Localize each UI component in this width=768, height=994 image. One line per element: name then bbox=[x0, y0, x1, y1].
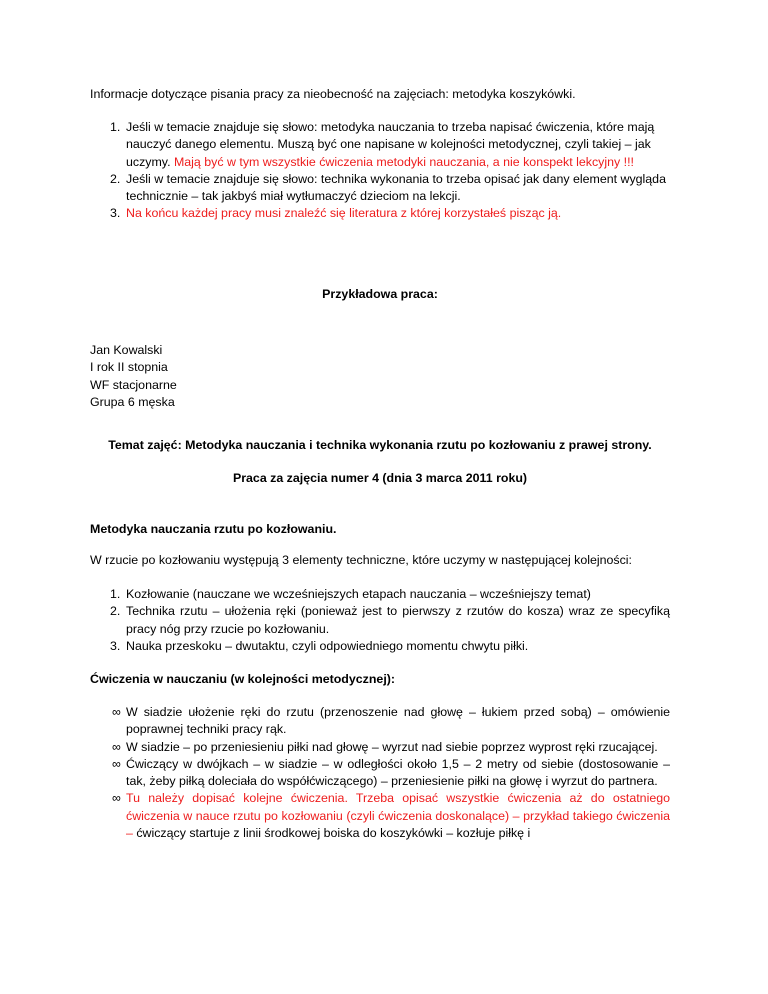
infinity-bullet-icon: ∞ bbox=[112, 705, 121, 719]
exercise-tail-text: ćwiczący startuje z linii środkowej boiska do koszykówki – kozłuje piłkę i bbox=[136, 826, 531, 841]
element-number: 3. bbox=[110, 638, 121, 653]
author-faculty: WF stacjonarne bbox=[90, 377, 177, 392]
element-number: 2. bbox=[110, 604, 121, 619]
element-text: Nauka przeskoku – dwutaktu, czyli odpowiedniego momentu chwytu piłki. bbox=[126, 638, 529, 653]
exercise-text: W siadzie – po przeniesieniu piłki nad głowę – wyrzut nad siebie poprzez wyprost ręki rzucającej. bbox=[126, 739, 658, 754]
intro-line: Informacje dotyczące pisania pracy za nieobecność na zajęciach: metodyka koszykówki. bbox=[90, 87, 576, 101]
exercise-item-4 bbox=[90, 790, 670, 842]
element-number: 1. bbox=[110, 587, 121, 601]
rule-text: Jeśli w temacie znajduje się słowo: metodyka nauczania to trzeba napisać ćwiczenia, które mają nauczyć danego elementu. Muszą być one napisane w kolejności metodycznej, czyli takiej – jak uczymy. bbox=[126, 120, 655, 169]
rule-number: 1. bbox=[110, 120, 121, 134]
exercise-text: W siadzie ułożenie ręki do rzutu (przenoszenie nad głowę – łukiem przed sobą) – omówienie poprawnej techniki pracy rąk. bbox=[126, 705, 670, 737]
section-intro: W rzucie po kozłowaniu występują 3 elementy techniczne, które uczymy w następującej kolejności: bbox=[90, 553, 632, 567]
example-heading: Przykładowa praca: bbox=[322, 287, 438, 301]
rule-item-3 bbox=[90, 205, 670, 222]
author-group: Grupa 6 męska bbox=[90, 394, 175, 409]
exercise-item-3 bbox=[90, 756, 670, 791]
rule-item-2 bbox=[90, 171, 670, 206]
rule-red-text: Mają być w tym wszystkie ćwiczenia metodyki nauczania, a nie konspekt lekcyjny !!! bbox=[173, 154, 634, 169]
infinity-bullet-icon: ∞ bbox=[112, 791, 121, 806]
author-year: I rok II stopnia bbox=[90, 360, 168, 375]
rules-list bbox=[90, 119, 670, 223]
elements-list bbox=[90, 586, 670, 655]
exercises-list bbox=[90, 704, 670, 842]
exercises-heading: Ćwiczenia w nauczaniu (w kolejności metodycznej): bbox=[90, 672, 396, 686]
author-name: Jan Kowalski bbox=[90, 343, 163, 357]
section-heading: Metodyka nauczania rzutu po kozłowaniu. bbox=[90, 522, 337, 536]
class-number-line: Praca za zajęcia numer 4 (dnia 3 marca 2011 roku) bbox=[232, 471, 528, 485]
infinity-bullet-icon: ∞ bbox=[112, 739, 121, 754]
element-text: Technika rzutu – ułożenia ręki (ponieważ jest to pierwszy z rzutów do kosza) wraz ze specyfiką pracy nóg przy rzucie po kozłowaniu. bbox=[126, 604, 670, 636]
exercise-item-1 bbox=[90, 704, 670, 739]
rule-text: Jeśli w temacie znajduje się słowo: technika wykonania to trzeba opisać jak dany element wygląda technicznie – tak jakbyś miał wytłumaczyć dzieciom na lekcji. bbox=[126, 171, 666, 204]
rule-number: 2. bbox=[110, 171, 121, 186]
element-item-1 bbox=[90, 586, 670, 603]
exercise-item-2 bbox=[90, 739, 670, 756]
exercise-text: Ćwiczący w dwójkach – w siadzie – w odległości około 1,5 – 2 metry od siebie (dostosowanie – tak, żeby piłką doleciała do współćwiczącego) – przeniesienie piłki na głowę i wyrzut do partnera. bbox=[126, 756, 670, 789]
rule-red-text: Na końcu każdej pracy musi znaleźć się literatura z której korzystałeś pisząc ją. bbox=[126, 206, 562, 221]
infinity-bullet-icon: ∞ bbox=[112, 756, 121, 771]
author-block bbox=[90, 342, 670, 411]
rule-number: 3. bbox=[110, 206, 121, 221]
topic-line: Temat zajęć: Metodyka nauczania i technika wykonania rzutu po kozłowaniu z prawej strony. bbox=[108, 438, 652, 452]
exercise-red-text: Tu należy dopisać kolejne ćwiczenia. Trzeba opisać wszystkie ćwiczenia aż do ostatniego ćwiczenia w nauce rzutu po kozłowaniu (czyli ćwiczenia doskonalące) – przykład takiego ćwiczenia – bbox=[126, 791, 670, 841]
element-text: Kozłowanie (nauczane we wcześniejszych etapach nauczania – wcześniejszy temat) bbox=[126, 587, 591, 601]
element-item-3 bbox=[90, 638, 670, 655]
rule-item-1 bbox=[90, 119, 670, 171]
element-item-2 bbox=[90, 603, 670, 638]
